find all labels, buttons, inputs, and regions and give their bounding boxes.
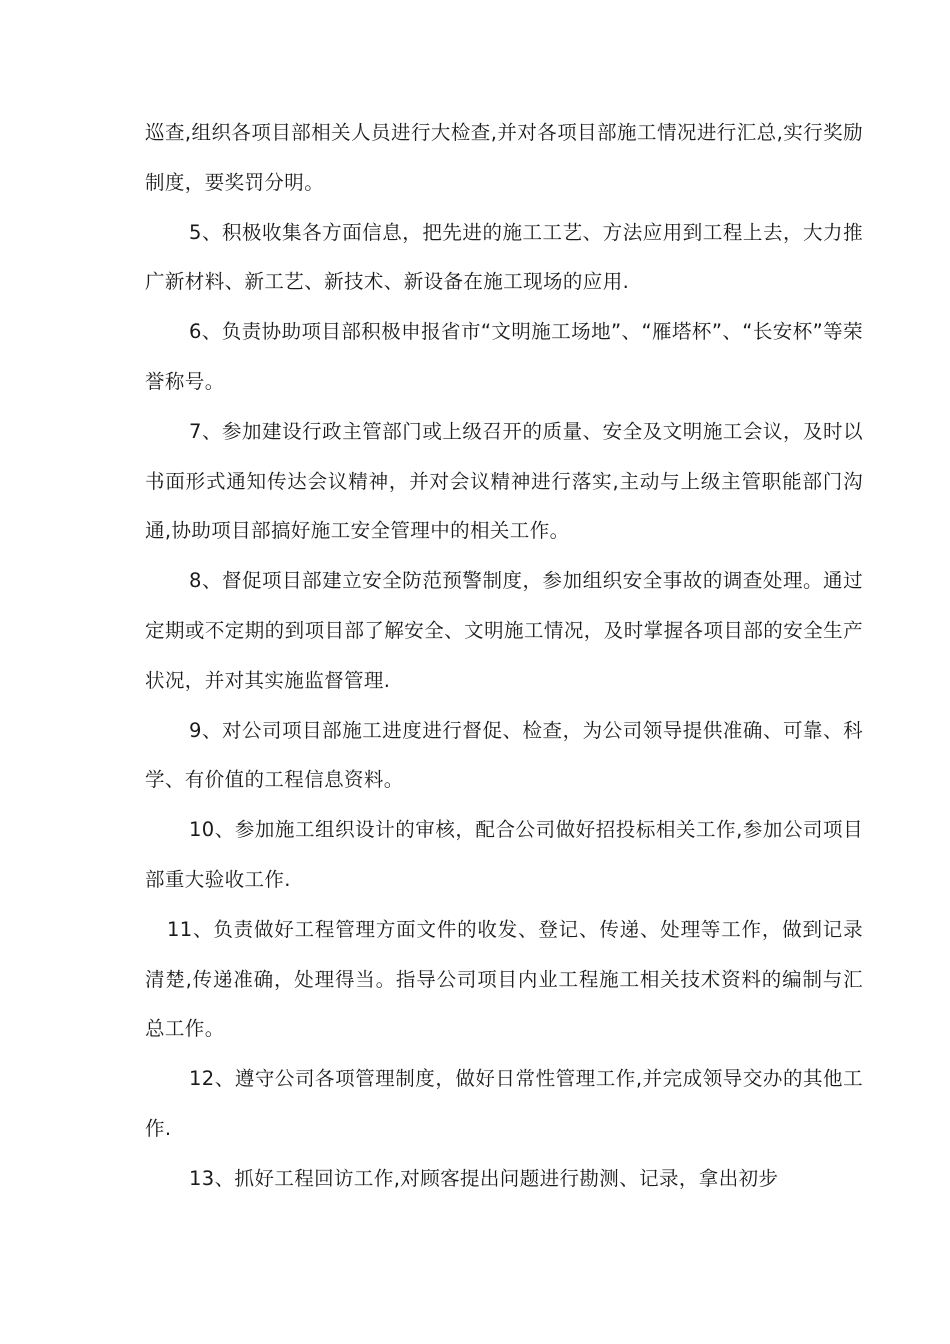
- paragraph-item-13: 13、抓好工程回访工作,对顾客提出问题进行勘测、记录，拿出初步: [189, 1166, 779, 1190]
- paragraph-item-9: 9、对公司项目部施工进度进行督促、检查，为公司领导提供准确、可靠、科学、有价值的工程信息资料。: [145, 718, 863, 792]
- paragraph-item-7: 7、参加建设行政主管部门或上级召开的质量、安全及文明施工会议，及时以书面形式通知传达会议精神，并对会议精神进行落实,主动与上级主管职能部门沟通,协助项目部搞好施工安全管理中的相关工作。: [145, 419, 863, 543]
- paragraph-item-5: 5、积极收集各方面信息，把先进的施工工艺、方法应用到工程上去，大力推广新材料、新工艺、新技术、新设备在施工现场的应用.: [145, 220, 863, 294]
- document-body: [145, 108, 863, 1204]
- paragraph-item-8: 8、督促项目部建立安全防范预警制度，参加组织安全事故的调查处理。通过定期或不定期的到项目部了解安全、文明施工情况，及时掌握各项目部的安全生产状况，并对其实施监督管理.: [145, 569, 863, 692]
- paragraph-item-11: 11、负责做好工程管理方面文件的收发、登记、传递、处理等工作，做到记录清楚,传递准确，处理得当。指导公司项目内业工程施工相关技术资料的编制与汇总工作。: [145, 917, 863, 1041]
- paragraph-continuation: 巡查,组织各项目部相关人员进行大检查,并对各项目部施工情况进行汇总,实行奖励制度，要奖罚分明。: [145, 121, 863, 194]
- paragraph-item-12: 12、遵守公司各项管理制度，做好日常性管理工作,并完成领导交办的其他工作.: [145, 1067, 863, 1140]
- paragraph-item-10: 10、参加施工组织设计的审核，配合公司做好招投标相关工作,参加公司项目部重大验收工作.: [145, 818, 863, 891]
- paragraph-item-6: 6、负责协助项目部积极申报省市“文明施工场地”、“雁塔杯”、“长安杯”等荣誉称号。: [145, 320, 863, 393]
